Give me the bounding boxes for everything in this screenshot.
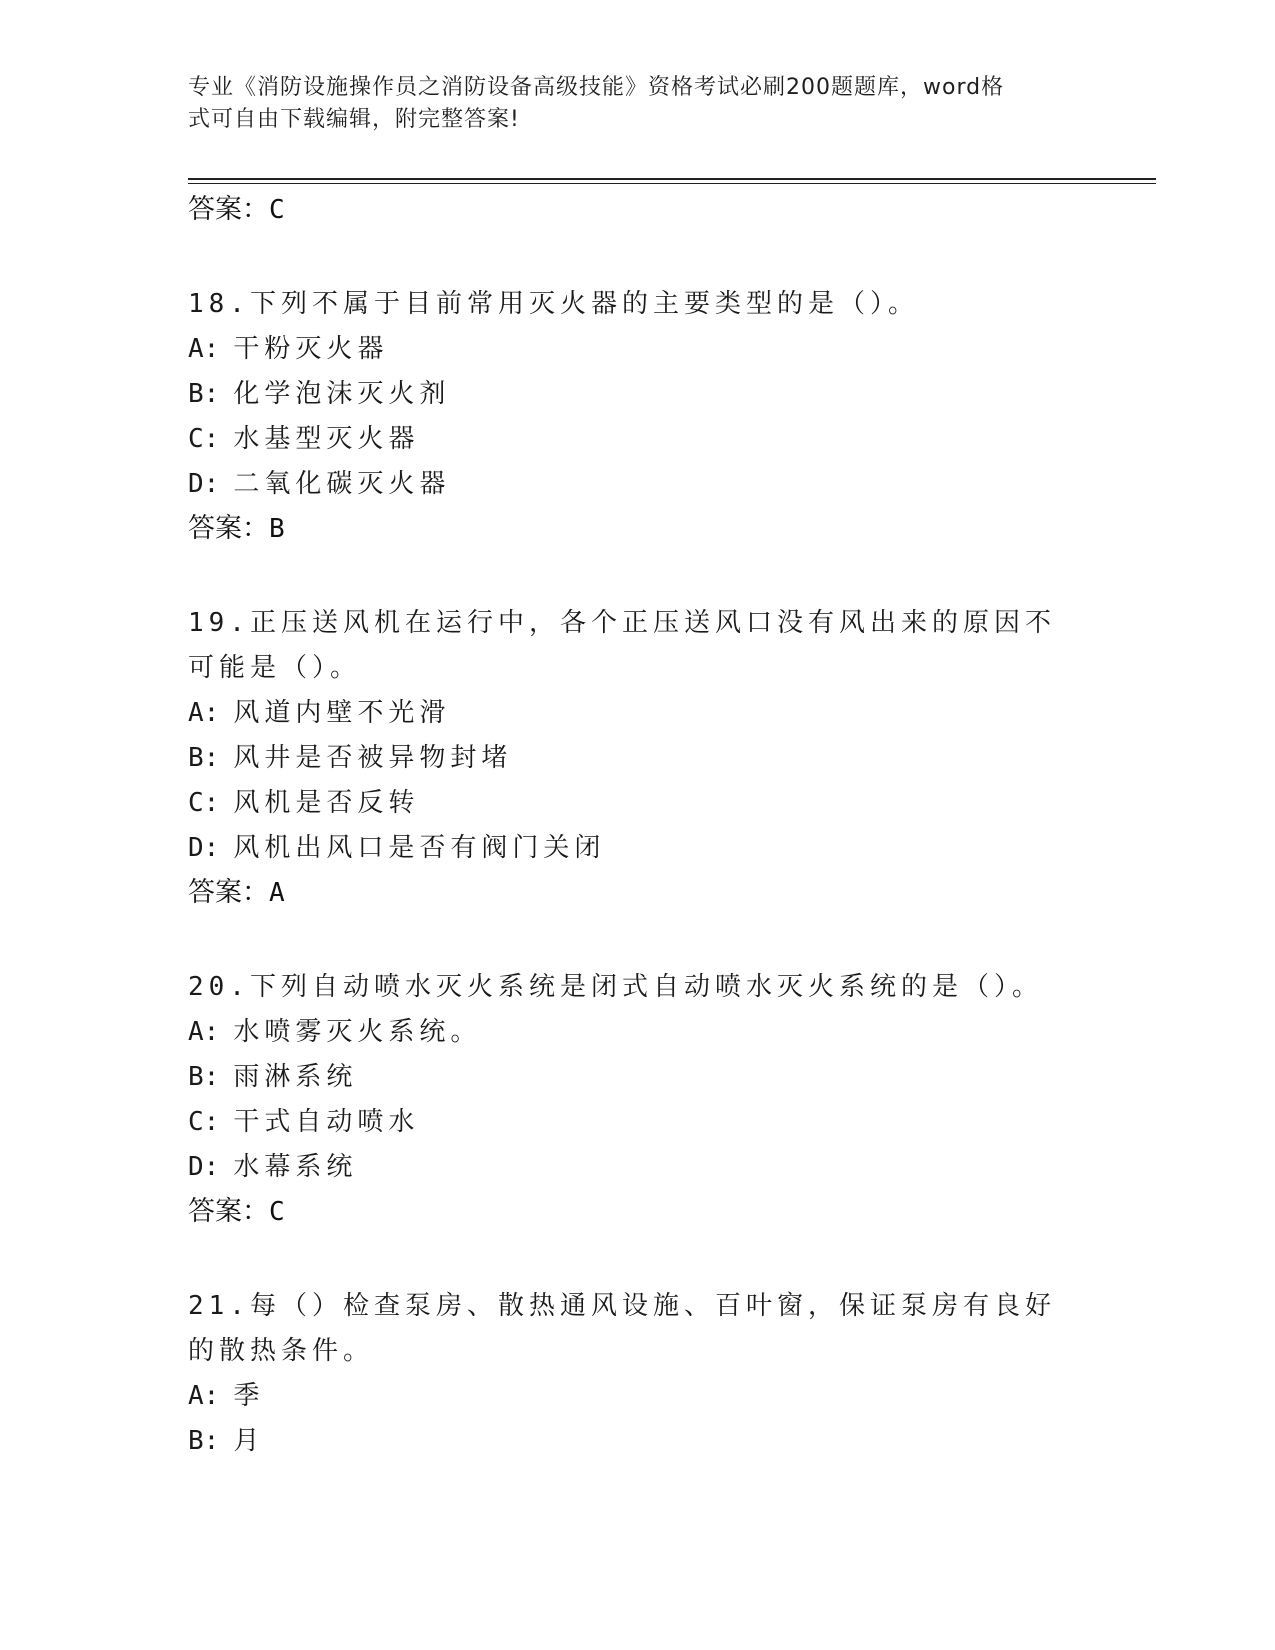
option-separator: : — [203, 1426, 220, 1456]
option-separator: : — [203, 334, 220, 364]
option-c — [188, 781, 1088, 826]
option-b — [188, 372, 1088, 417]
option-a — [188, 1374, 1088, 1419]
question-stem: 19.正压送风机在运行中，各个正压送风口没有风出来的原因不可能是（）。 — [188, 608, 1056, 683]
option-text: 干式自动喷水 — [233, 1107, 420, 1137]
option-b — [188, 1419, 1088, 1464]
option-text: 二氧化碳灭火器 — [233, 469, 451, 499]
answer-line — [188, 873, 1088, 913]
document-header — [188, 72, 1068, 136]
header-rule-thick — [188, 178, 1156, 180]
option-letter: C — [188, 424, 204, 454]
question-stem: 20.下列自动喷水灭火系统是闭式自动喷水灭火系统的是（）。 — [188, 972, 1043, 1002]
option-letter: A — [188, 1381, 204, 1411]
option-text: 水幕系统 — [233, 1152, 358, 1182]
option-separator: : — [203, 379, 220, 409]
option-letter: D — [188, 469, 204, 499]
question-18 — [188, 282, 1088, 549]
answer-value: C — [269, 1197, 285, 1227]
option-separator: : — [203, 469, 220, 499]
option-letter: A — [188, 334, 204, 364]
answer-label: 答案： — [188, 1196, 269, 1227]
option-letter: D — [188, 833, 204, 863]
answer-label: 答案： — [188, 194, 269, 225]
option-separator: : — [203, 1017, 220, 1047]
option-d — [188, 826, 1088, 871]
answer-line — [188, 190, 1088, 230]
questions-content — [188, 190, 1088, 1464]
answer-value: A — [269, 878, 285, 908]
option-d — [188, 1145, 1088, 1190]
answer-label: 答案： — [188, 513, 269, 544]
option-text: 化学泡沫灭火剂 — [233, 379, 451, 409]
option-b — [188, 736, 1088, 781]
option-separator: : — [203, 1062, 220, 1092]
answer-value: B — [269, 514, 285, 544]
option-separator: : — [203, 743, 220, 773]
option-letter: B — [188, 743, 204, 773]
option-letter: B — [188, 379, 204, 409]
option-letter: A — [188, 698, 204, 728]
option-text: 水喷雾灭火系统。 — [233, 1017, 482, 1047]
question-stem: 21.每（）检查泵房、散热通风设施、百叶窗，保证泵房有良好的散热条件。 — [188, 1291, 1056, 1366]
option-separator: : — [203, 1107, 220, 1137]
option-c — [188, 417, 1088, 462]
option-text: 风井是否被异物封堵 — [233, 743, 513, 773]
question-21 — [188, 1284, 1088, 1464]
option-letter: B — [188, 1426, 204, 1456]
option-separator: : — [203, 1152, 220, 1182]
option-text: 干粉灭火器 — [233, 334, 389, 364]
option-text: 雨淋系统 — [233, 1062, 358, 1092]
answer-line — [188, 1192, 1088, 1232]
answer-value: C — [269, 195, 285, 225]
option-a — [188, 1010, 1088, 1055]
option-text: 季 — [233, 1381, 265, 1411]
answer-line — [188, 509, 1088, 549]
question-stem: 18.下列不属于目前常用灭火器的主要类型的是（）。 — [188, 289, 919, 319]
option-c — [188, 1100, 1088, 1145]
option-separator: : — [203, 1381, 220, 1411]
option-separator: : — [203, 698, 220, 728]
option-text: 风机是否反转 — [233, 788, 420, 818]
option-letter: C — [188, 1107, 204, 1137]
option-letter: D — [188, 1152, 204, 1182]
header-line-1: 专业《消防设施操作员之消防设备高级技能》资格考试必刷200题题库，word格 — [188, 75, 1005, 100]
option-text: 水基型灭火器 — [233, 424, 420, 454]
option-a — [188, 327, 1088, 372]
header-line-2: 式可自由下载编辑，附完整答案! — [188, 107, 520, 132]
option-a — [188, 691, 1088, 736]
header-rule-thin — [188, 183, 1156, 184]
option-b — [188, 1055, 1088, 1100]
question-20 — [188, 965, 1088, 1232]
option-letter: B — [188, 1062, 204, 1092]
answer-label: 答案： — [188, 877, 269, 908]
option-separator: : — [203, 424, 220, 454]
option-text: 风道内壁不光滑 — [233, 698, 451, 728]
question-19 — [188, 601, 1088, 913]
option-text: 月 — [233, 1426, 265, 1456]
option-separator: : — [203, 788, 220, 818]
option-separator: : — [203, 833, 220, 863]
option-letter: A — [188, 1017, 204, 1047]
option-letter: C — [188, 788, 204, 818]
option-text: 风机出风口是否有阀门关闭 — [233, 833, 606, 863]
option-d — [188, 462, 1088, 507]
